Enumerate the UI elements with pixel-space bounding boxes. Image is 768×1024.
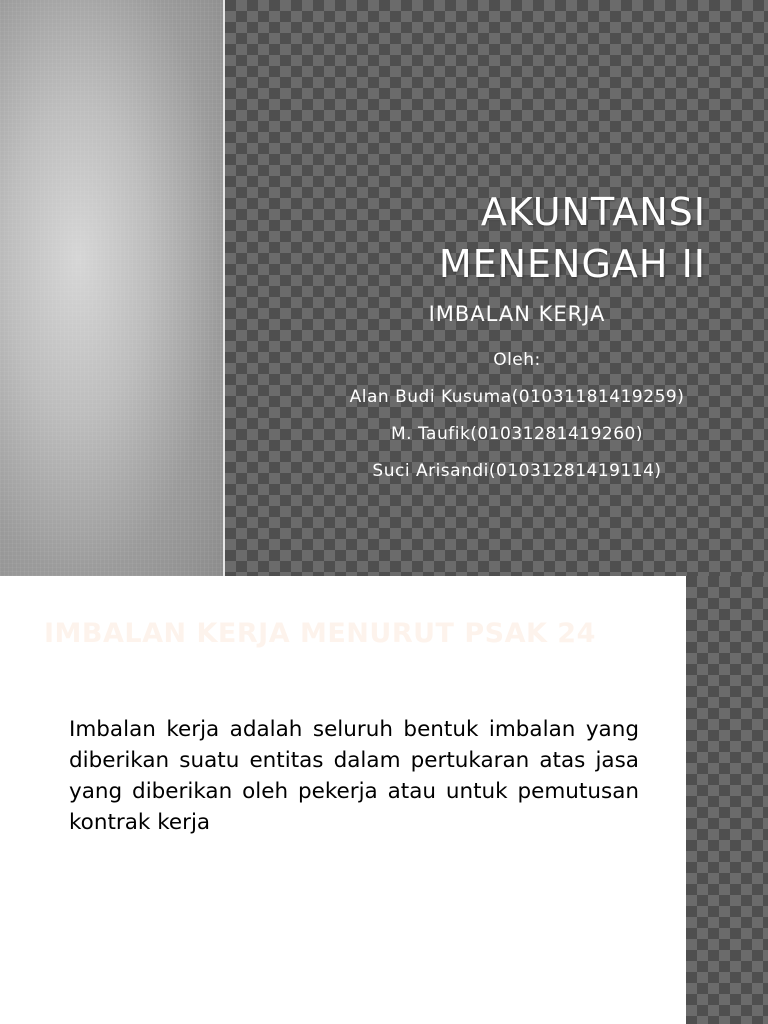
content-slide	[0, 576, 768, 1024]
content-slide-body: Imbalan kerja adalah seluruh bentuk imbalan yang diberikan suatu entitas dalam pertukaran atas jasa yang diberikan oleh pekerja atau untuk pemutusan kontrak kerja	[69, 717, 639, 835]
slide-title-line-1: AKUNTANSI	[480, 190, 706, 234]
slide-title	[439, 186, 706, 290]
content-slide-heading: IMBALAN KERJA MENURUT PSAK 24	[44, 618, 596, 649]
gradient-panel	[0, 0, 223, 576]
slide-title-line-2: MENENGAH II	[438, 242, 706, 286]
author-name: M. Taufik(01031281419260)	[391, 424, 643, 444]
author-credits	[290, 342, 744, 490]
author-name: Suci Arisandi(01031281419114)	[372, 461, 662, 481]
credits-label: Oleh:	[493, 350, 541, 370]
slide-subtitle: IMBALAN KERJA	[428, 302, 606, 326]
patterned-side-strip	[686, 576, 768, 1024]
author-name: Alan Budi Kusuma(01031181419259)	[349, 387, 685, 407]
